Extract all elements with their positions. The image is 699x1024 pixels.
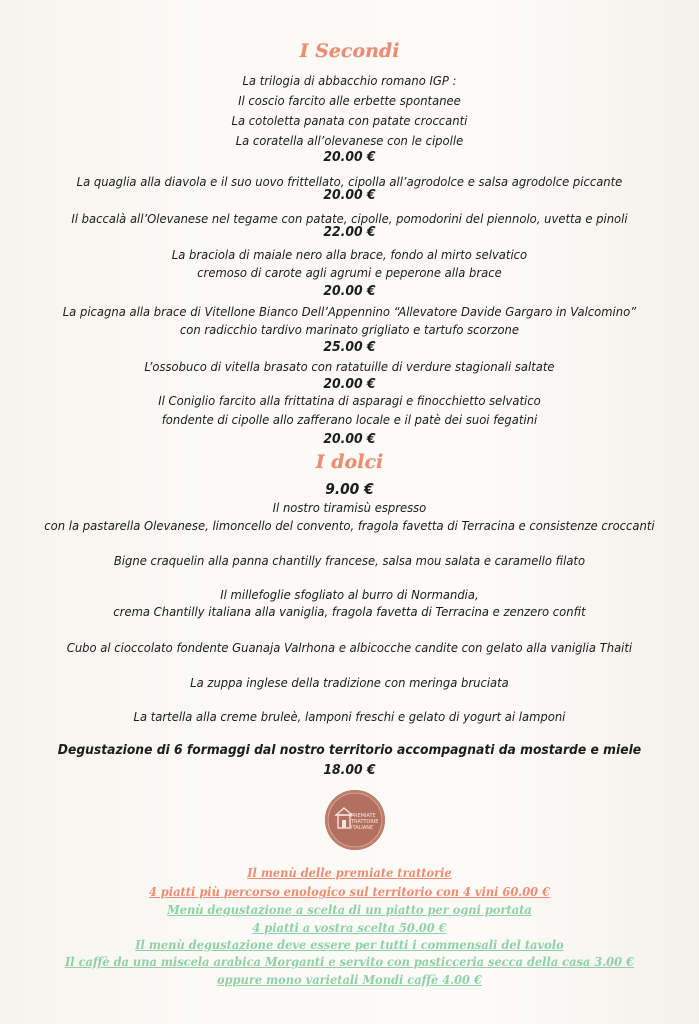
- dolci-price: 9.00 €: [325, 480, 374, 498]
- secondi-line: La coratella all’olevanese con le cipolle: [235, 133, 464, 148]
- footer-line: Il menù delle premiate trattorie: [247, 865, 452, 880]
- secondi-price: 20.00 €: [323, 149, 376, 165]
- footer-line: oppure mono varietali Mondi caffè 4.00 €: [217, 972, 482, 987]
- dolci-line: La zuppa inglese della tradizione con meringa bruciata: [190, 675, 509, 690]
- secondi-title: I Secondi: [299, 40, 400, 62]
- dolci-line: con la pastarella Olevanese, limoncello del convento, fragola favetta di Terracina e consistenze croccanti: [44, 518, 655, 533]
- footer-line: 4 piatti a vostra scelta 50.00 €: [252, 920, 447, 935]
- secondi-price: 20.00 €: [323, 283, 376, 299]
- secondi-line: fondente di cipolle allo zafferano locale e il patè dei suoi fegatini: [161, 412, 538, 427]
- secondi-line: cremoso di carote agli agrumi e peperone alla brace: [197, 265, 502, 280]
- secondi-line: Il coscio farcito alle erbette spontanee: [238, 93, 461, 108]
- secondi-price: 22.00 €: [323, 224, 376, 240]
- secondi-line: La quaglia alla diavola e il suo uovo frittellato, cipolla all’agrodolce e salsa agrodolce piccante: [76, 174, 623, 189]
- secondi-line: La cotoletta panata con patate croccanti: [231, 113, 468, 128]
- dolci-line: Cubo al cioccolato fondente Guanaja Valrhona e albicocche candite con gelato alla vaniglia Thaiti: [66, 640, 633, 655]
- secondi-price: 25.00 €: [323, 339, 376, 355]
- footer-line: Il menù degustazione deve essere per tutti i commensali del tavolo: [135, 937, 564, 952]
- secondi-line: con radicchio tardivo marinato grigliato e tartufo scorzone: [179, 322, 520, 337]
- secondi-price: 20.00 €: [323, 376, 376, 392]
- secondi-line: Il baccalà all’Olevanese nel tegame con patate, cipolle, pomodorini del piennolo, uvetta e pinoli: [71, 211, 628, 226]
- footer-line: Menù degustazione a scelta di un piatto per ogni portata: [167, 902, 532, 917]
- dolci-title: I dolci: [315, 451, 384, 473]
- footer-line: Il caffè da una miscela arabica Morganti e servito con pasticceria secca della casa 3.00 €: [64, 954, 634, 969]
- secondi-line: La trilogia di abbacchio romano IGP :: [242, 73, 457, 88]
- secondi-price: 20.00 €: [323, 431, 376, 447]
- dolci-line: Bigne craquelin alla panna chantilly francese, salsa mou salata e caramello filato: [113, 553, 586, 568]
- dolci-line: crema Chantilly italiana alla vaniglia, fragola favetta di Terracina e zenzero confit: [113, 604, 586, 619]
- dolci-line: Il nostro tiramisù espresso: [272, 500, 427, 515]
- premiate-trattorie-logo: [325, 790, 385, 850]
- secondi-line: Il Coniglio farcito alla frittatina di asparagi e finocchietto selvatico: [158, 393, 541, 408]
- secondi-line: La picagna alla brace di Vitellone Bianco Dell’Appennino “Allevatore Davide Gargaro in Valcomino”: [62, 304, 637, 319]
- cheese-tasting: Degustazione di 6 formaggi dal nostro territorio accompagnati da mostarde e miele: [57, 743, 642, 758]
- secondi-price: 20.00 €: [323, 187, 376, 203]
- secondi-line: L’ossobuco di vitella brasato con ratatuille di verdure stagionali saltate: [144, 359, 555, 374]
- secondi-line: La braciola di maiale nero alla brace, fondo al mirto selvatico: [171, 247, 528, 262]
- dolci-line: La tartella alla creme bruleè, lamponi freschi e gelato di yogurt ai lamponi: [133, 709, 566, 724]
- cheese-price: 18.00 €: [323, 762, 376, 778]
- logo-text: PREMIATE TRATTORIE ITALIANE: [351, 813, 379, 831]
- footer-line: 4 piatti più percorso enologico sul territorio con 4 vini 60.00 €: [148, 884, 551, 899]
- dolci-line: Il millefoglie sfogliato al burro di Normandia,: [220, 587, 479, 602]
